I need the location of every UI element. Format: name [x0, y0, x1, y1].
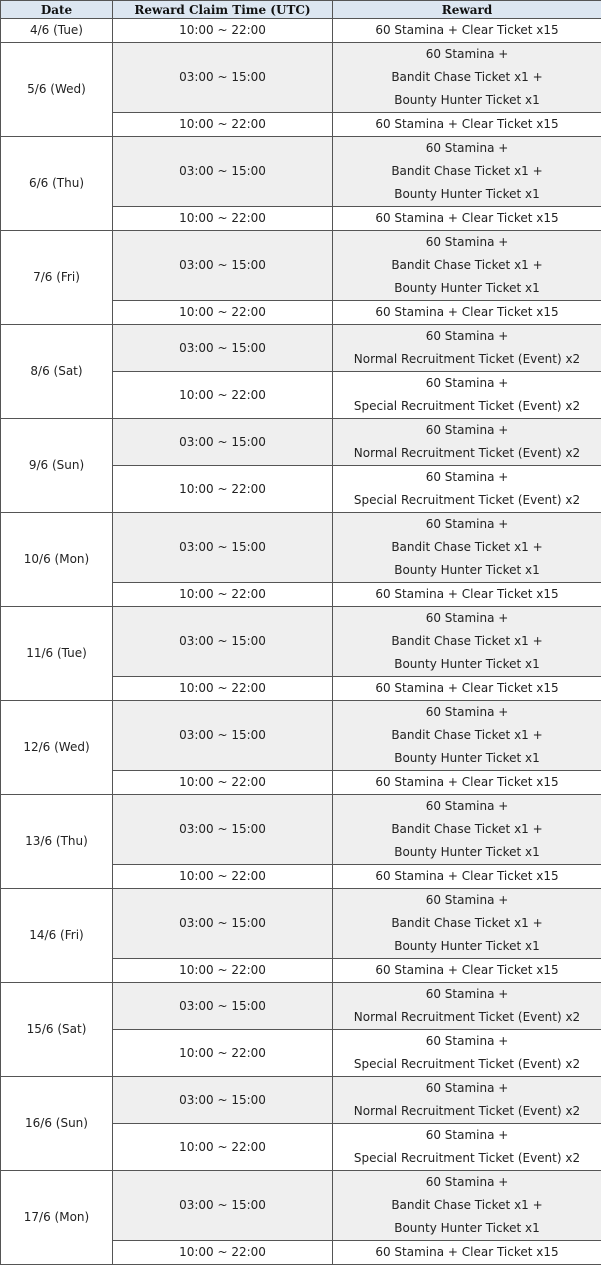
claim-time-cell: 03:00 ~ 15:00 — [113, 231, 333, 301]
reward-line: 60 Stamina + — [333, 419, 601, 442]
reward-line: Bounty Hunter Ticket x1 — [333, 89, 601, 112]
reward-line: 60 Stamina + — [333, 983, 601, 1006]
table-row — [1, 701, 601, 771]
reward-line: Bounty Hunter Ticket x1 — [333, 183, 601, 206]
claim-time-cell: 10:00 ~ 22:00 — [113, 865, 333, 889]
table-row — [1, 1077, 601, 1124]
date-cell: 4/6 (Tue) — [1, 19, 113, 43]
reward-line: 60 Stamina + Clear Ticket x15 — [333, 959, 601, 982]
claim-time-cell: 10:00 ~ 22:00 — [113, 113, 333, 137]
reward-line: 60 Stamina + — [333, 466, 601, 489]
date-cell: 13/6 (Thu) — [1, 795, 113, 889]
claim-time-cell: 03:00 ~ 15:00 — [113, 419, 333, 466]
reward-line: 60 Stamina + Clear Ticket x15 — [333, 19, 601, 42]
reward-line: 60 Stamina + — [333, 795, 601, 818]
reward-cell — [333, 207, 601, 231]
claim-time-cell: 03:00 ~ 15:00 — [113, 701, 333, 771]
reward-line: Bandit Chase Ticket x1 + — [333, 912, 601, 935]
reward-line: 60 Stamina + — [333, 1030, 601, 1053]
reward-cell — [333, 466, 601, 513]
reward-line: Bounty Hunter Ticket x1 — [333, 1217, 601, 1240]
date-cell: 17/6 (Mon) — [1, 1171, 113, 1265]
claim-time-cell: 03:00 ~ 15:00 — [113, 513, 333, 583]
date-cell: 5/6 (Wed) — [1, 43, 113, 137]
reward-line: Bandit Chase Ticket x1 + — [333, 66, 601, 89]
reward-cell — [333, 1030, 601, 1077]
date-cell: 9/6 (Sun) — [1, 419, 113, 513]
table-row — [1, 1171, 601, 1241]
reward-line: Normal Recruitment Ticket (Event) x2 — [333, 348, 601, 371]
reward-line: 60 Stamina + Clear Ticket x15 — [333, 583, 601, 606]
reward-cell — [333, 1241, 601, 1265]
reward-cell — [333, 677, 601, 701]
reward-cell — [333, 372, 601, 419]
claim-time-cell: 03:00 ~ 15:00 — [113, 983, 333, 1030]
reward-line: Normal Recruitment Ticket (Event) x2 — [333, 442, 601, 465]
reward-line: Special Recruitment Ticket (Event) x2 — [333, 1147, 601, 1170]
reward-line: 60 Stamina + Clear Ticket x15 — [333, 771, 601, 794]
reward-cell — [333, 795, 601, 865]
date-cell: 12/6 (Wed) — [1, 701, 113, 795]
reward-line: 60 Stamina + — [333, 325, 601, 348]
claim-time-cell: 10:00 ~ 22:00 — [113, 677, 333, 701]
claim-time-cell: 10:00 ~ 22:00 — [113, 207, 333, 231]
table-row — [1, 43, 601, 113]
reward-line: Bounty Hunter Ticket x1 — [333, 277, 601, 300]
reward-line: Special Recruitment Ticket (Event) x2 — [333, 1053, 601, 1076]
reward-line: 60 Stamina + — [333, 513, 601, 536]
reward-line: 60 Stamina + Clear Ticket x15 — [333, 865, 601, 888]
reward-line: Bounty Hunter Ticket x1 — [333, 747, 601, 770]
table-row — [1, 419, 601, 466]
reward-line: 60 Stamina + Clear Ticket x15 — [333, 677, 601, 700]
reward-cell — [333, 513, 601, 583]
reward-cell — [333, 113, 601, 137]
reward-cell — [333, 983, 601, 1030]
reward-cell — [333, 701, 601, 771]
reward-line: Bandit Chase Ticket x1 + — [333, 536, 601, 559]
reward-line: 60 Stamina + — [333, 701, 601, 724]
table-row — [1, 137, 601, 207]
reward-line: 60 Stamina + — [333, 1124, 601, 1147]
reward-cell — [333, 231, 601, 301]
reward-cell — [333, 19, 601, 43]
reward-cell — [333, 1171, 601, 1241]
table-row — [1, 19, 601, 43]
reward-line: Bounty Hunter Ticket x1 — [333, 841, 601, 864]
claim-time-cell: 10:00 ~ 22:00 — [113, 1124, 333, 1171]
reward-line: Special Recruitment Ticket (Event) x2 — [333, 395, 601, 418]
reward-line: Bandit Chase Ticket x1 + — [333, 1194, 601, 1217]
date-cell: 10/6 (Mon) — [1, 513, 113, 607]
claim-time-cell: 10:00 ~ 22:00 — [113, 372, 333, 419]
claim-time-cell: 10:00 ~ 22:00 — [113, 583, 333, 607]
reward-line: 60 Stamina + — [333, 137, 601, 160]
reward-cell — [333, 301, 601, 325]
reward-line: 60 Stamina + Clear Ticket x15 — [333, 113, 601, 136]
claim-time-cell: 03:00 ~ 15:00 — [113, 325, 333, 372]
reward-cell — [333, 889, 601, 959]
header-row — [1, 1, 601, 19]
header-date: Date — [1, 1, 113, 19]
reward-cell — [333, 959, 601, 983]
reward-cell — [333, 607, 601, 677]
header-claim-time: Reward Claim Time (UTC) — [113, 1, 333, 19]
table-row — [1, 795, 601, 865]
claim-time-cell: 10:00 ~ 22:00 — [113, 771, 333, 795]
claim-time-cell: 03:00 ~ 15:00 — [113, 889, 333, 959]
reward-line: Bounty Hunter Ticket x1 — [333, 559, 601, 582]
table-row — [1, 889, 601, 959]
reward-cell — [333, 865, 601, 889]
reward-cell — [333, 1124, 601, 1171]
date-cell: 8/6 (Sat) — [1, 325, 113, 419]
header-reward: Reward — [333, 1, 601, 19]
reward-cell — [333, 43, 601, 113]
reward-line: 60 Stamina + — [333, 372, 601, 395]
reward-cell — [333, 137, 601, 207]
reward-line: Bandit Chase Ticket x1 + — [333, 254, 601, 277]
reward-cell — [333, 419, 601, 466]
reward-line: Bounty Hunter Ticket x1 — [333, 653, 601, 676]
reward-line: 60 Stamina + Clear Ticket x15 — [333, 301, 601, 324]
claim-time-cell: 03:00 ~ 15:00 — [113, 1171, 333, 1241]
date-cell: 15/6 (Sat) — [1, 983, 113, 1077]
claim-time-cell: 03:00 ~ 15:00 — [113, 43, 333, 113]
reward-line: Bandit Chase Ticket x1 + — [333, 818, 601, 841]
date-cell: 11/6 (Tue) — [1, 607, 113, 701]
table-row — [1, 231, 601, 301]
reward-line: Bandit Chase Ticket x1 + — [333, 160, 601, 183]
table-row — [1, 513, 601, 583]
claim-time-cell: 10:00 ~ 22:00 — [113, 19, 333, 43]
reward-line: Bandit Chase Ticket x1 + — [333, 724, 601, 747]
claim-time-cell: 10:00 ~ 22:00 — [113, 466, 333, 513]
reward-line: 60 Stamina + Clear Ticket x15 — [333, 1241, 601, 1264]
reward-line: Normal Recruitment Ticket (Event) x2 — [333, 1100, 601, 1123]
claim-time-cell: 10:00 ~ 22:00 — [113, 1241, 333, 1265]
reward-line: 60 Stamina + — [333, 43, 601, 66]
reward-cell — [333, 583, 601, 607]
claim-time-cell: 03:00 ~ 15:00 — [113, 137, 333, 207]
date-cell: 14/6 (Fri) — [1, 889, 113, 983]
reward-cell — [333, 771, 601, 795]
reward-line: Bounty Hunter Ticket x1 — [333, 935, 601, 958]
claim-time-cell: 03:00 ~ 15:00 — [113, 1077, 333, 1124]
reward-line: Bandit Chase Ticket x1 + — [333, 630, 601, 653]
date-cell: 6/6 (Thu) — [1, 137, 113, 231]
reward-line: 60 Stamina + — [333, 607, 601, 630]
date-cell: 16/6 (Sun) — [1, 1077, 113, 1171]
reward-line: Special Recruitment Ticket (Event) x2 — [333, 489, 601, 512]
reward-cell — [333, 1077, 601, 1124]
table-row — [1, 325, 601, 372]
reward-line: 60 Stamina + — [333, 889, 601, 912]
reward-line: 60 Stamina + — [333, 1077, 601, 1100]
table-row — [1, 607, 601, 677]
claim-time-cell: 03:00 ~ 15:00 — [113, 607, 333, 677]
table-row — [1, 983, 601, 1030]
claim-time-cell: 03:00 ~ 15:00 — [113, 795, 333, 865]
reward-line: Normal Recruitment Ticket (Event) x2 — [333, 1006, 601, 1029]
claim-time-cell: 10:00 ~ 22:00 — [113, 1030, 333, 1077]
claim-time-cell: 10:00 ~ 22:00 — [113, 301, 333, 325]
reward-line: 60 Stamina + — [333, 231, 601, 254]
date-cell: 7/6 (Fri) — [1, 231, 113, 325]
reward-cell — [333, 325, 601, 372]
reward-line: 60 Stamina + — [333, 1171, 601, 1194]
reward-line: 60 Stamina + Clear Ticket x15 — [333, 207, 601, 230]
claim-time-cell: 10:00 ~ 22:00 — [113, 959, 333, 983]
